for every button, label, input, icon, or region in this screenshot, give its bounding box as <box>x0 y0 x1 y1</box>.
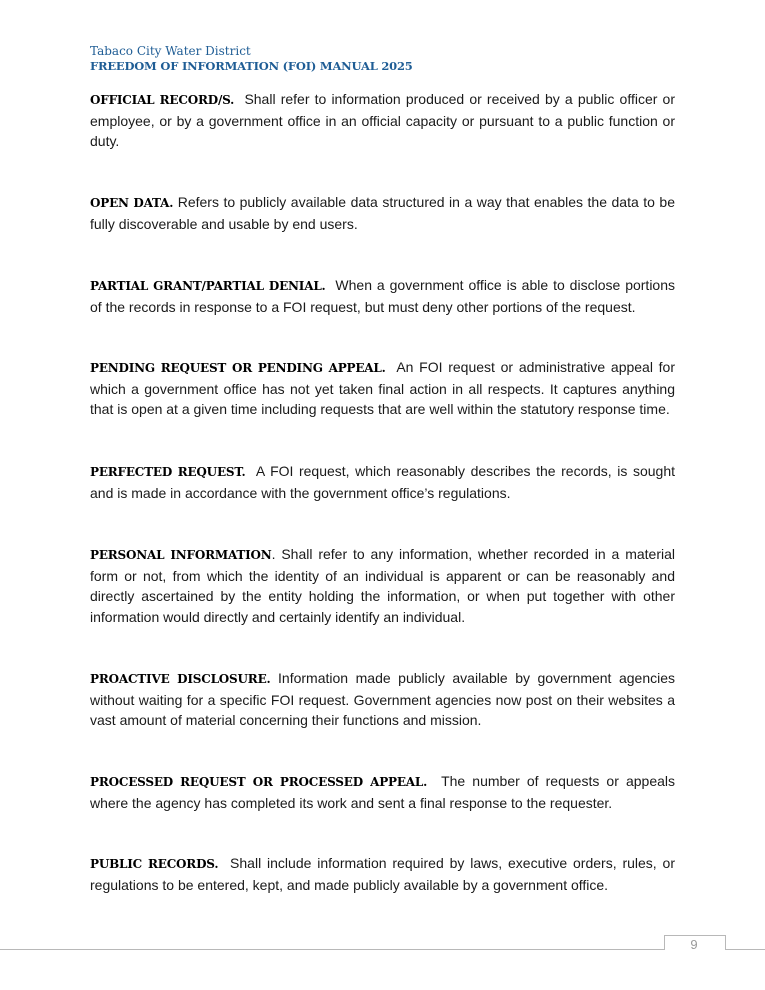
definition-term: OFFICIAL RECORD/S. <box>90 93 235 107</box>
definition-term: OPEN DATA. <box>90 196 174 210</box>
header-manual-title: FREEDOM OF INFORMATION (FOI) MANUAL 2025 <box>90 59 413 73</box>
definition-public-records <box>90 853 675 895</box>
definition-text: Information made publicly available by government agencies without waiting for a specific FOI request. Government agencies now post on their websites a vast amount of material concerning their functions and mission. <box>90 670 676 729</box>
definition-term: PARTIAL GRANT/PARTIAL DENIAL. <box>90 279 326 293</box>
header-organization: Tabaco City Water District <box>90 44 251 58</box>
definition-term: PROACTIVE DISCLOSURE. <box>90 672 271 686</box>
definition-partial-grant <box>90 275 675 317</box>
definition-term: PROCESSED REQUEST OR PROCESSED APPEAL. <box>90 775 428 789</box>
definition-text: . Shall refer to any information, whether recorded in a material form or not, from which the identity of an individual is apparent or can be reasonably and directly ascertained by the entity holding the information, or when put together with other information would directly and certainly identify an individual. <box>90 546 675 626</box>
definition-term: PENDING REQUEST OR PENDING APPEAL. <box>90 361 386 375</box>
definition-text: Refers to publicly available data structured in a way that enables the data to be fully discoverable and usable by end users. <box>90 194 675 232</box>
definition-personal-information <box>90 544 675 628</box>
definition-text: The number of requests or appeals where the agency has completed its work and sent a final response to the requester. <box>90 773 676 811</box>
page-header <box>90 44 413 73</box>
definition-term: PUBLIC RECORDS. <box>90 857 219 871</box>
definition-pending-request <box>90 357 675 420</box>
definition-term: PERSONAL INFORMATION <box>90 548 272 562</box>
definition-open-data <box>90 192 675 234</box>
page-number: 9 <box>690 937 698 952</box>
definition-official-records <box>90 89 675 152</box>
definition-perfected-request <box>90 461 675 503</box>
definition-text: An FOI request or administrative appeal for which a government office has not yet taken final action in all respects. It captures anything that is open at a given time including requests that are well within the statutory response time. <box>90 359 676 418</box>
footer-divider <box>0 949 765 950</box>
definition-text: When a government office is able to disclose portions of the records in response to a FOI request, but must deny other portions of the request. <box>90 277 676 315</box>
definition-text: A FOI request, which reasonably describes the records, is sought and is made in accordance with the government office’s regulations. <box>90 463 675 501</box>
definition-proactive-disclosure <box>90 668 675 731</box>
definition-processed-request <box>90 771 675 813</box>
definition-text: Shall refer to information produced or received by a public officer or employee, or by a government office in an official capacity or pursuant to a public function or duty. <box>90 91 675 150</box>
definition-text: Shall include information required by laws, executive orders, rules, or regulations to be entered, kept, and made publicly available by a government office. <box>90 855 675 893</box>
definition-term: PERFECTED REQUEST. <box>90 465 246 479</box>
